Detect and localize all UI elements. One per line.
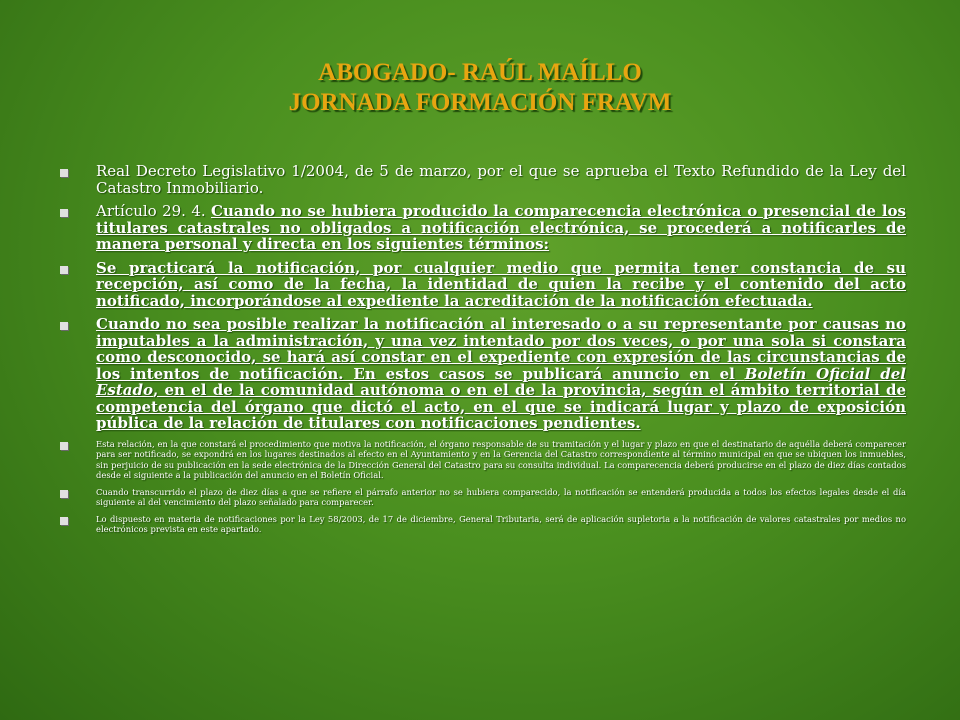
bullet-text: Lo dispuesto en materia de notificaciones por la Ley 58/2003, de 17 de diciembre, General Tributaria, será de aplicación supletoria a la notificación de valores catastrales por medios no electrónicos prevista en este apartado. [96,513,906,534]
bullet-item-notification [58,260,906,310]
bullet-square-icon [60,169,68,177]
bullet-square-icon [60,517,68,525]
bullet-item-impossible-notification [58,316,906,432]
bullet-item-relation [58,439,906,481]
bullet-square-icon [60,442,68,450]
bullet-italic-text: Boletín Oficial del Estado [96,364,906,399]
bullet-square-icon [60,322,68,330]
bullet-text: Real Decreto Legislativo 1/2004, de 5 de marzo, por el que se aprueba el Texto Refundido de la Ley del Catastro Inmobiliario. [96,162,906,197]
bullet-square-icon [60,490,68,498]
title-line-1: ABOGADO- RAÚL MAÍLLO [318,59,642,86]
bullet-item-article [58,203,906,253]
bullet-square-icon [60,209,68,217]
bullet-item-decree [58,163,906,196]
title-line-2: JORNADA FORMACIÓN FRAVM [288,89,672,116]
bullet-item-supletoria [58,514,906,535]
bullet-square-icon [60,266,68,274]
bullet-underlined-text-part-2: , en el de la comunidad autónoma o en el de la provincia, según el ámbito territorial de competencia del órgano que dictó el acto, en el que se indicará lugar y plazo de exposición pública de la relación de titulares con notificaciones pendientes. [96,381,906,432]
slide-title [0,58,960,118]
bullet-text: Cuando transcurrido el plazo de diez días a que se refiere el párrafo anterior no se hubiera comparecido, la notificación se entenderá producida a todos los efectos legales desde el día siguiente al del vencimiento del plazo señalado para comparecer. [96,486,906,507]
bullet-item-ten-days [58,487,906,508]
bullet-prefix: Artículo 29. 4. [96,202,212,220]
bullet-text: Esta relación, en la que constará el procedimiento que motiva la notificación, el órgano responsable de su tramitación y el lugar y plazo en que el destinatario de aquélla deberá comparecer para ser notificado, se expondrá en los lugares destinados al efecto en el Ayuntamiento y en la Gerencia del Catastro correspondiente al término municipal en que se ubiquen los inmuebles, sin perjuicio de su publicación en la sede electrónica de la Dirección General del Catastro para su consulta individual. La comparecencia deberá producirse en el plazo de diez días contados desde el siguiente a la publicación del anuncio en el Boletín Oficial. [96,438,906,480]
bullet-list [58,163,906,541]
bullet-underlined-text-part-1: Cuando no sea posible realizar la notificación al interesado o a su representante por causas no imputables a la administración, y una vez intentado por dos veces, o por una sola si constara como desconocido, se hará así constar en el expediente con expresión de las circunstancias de los intentos de notificación. En estos casos se publicará anuncio en el [96,315,906,383]
bullet-underlined-text: Cuando no se hubiera producido la comparecencia electrónica o presencial de los titulares catastrales no obligados a notificación electrónica, se procederá a notificarles de manera personal y directa en los siguientes términos: [96,202,906,253]
bullet-underlined-text: Se practicará la notificación, por cualquier medio que permita tener constancia de su recepción, así como de la fecha, la identidad de quien la recibe y el contenido del acto notificado, incorporándose al expediente la acreditación de la notificación efectuada. [96,258,906,310]
